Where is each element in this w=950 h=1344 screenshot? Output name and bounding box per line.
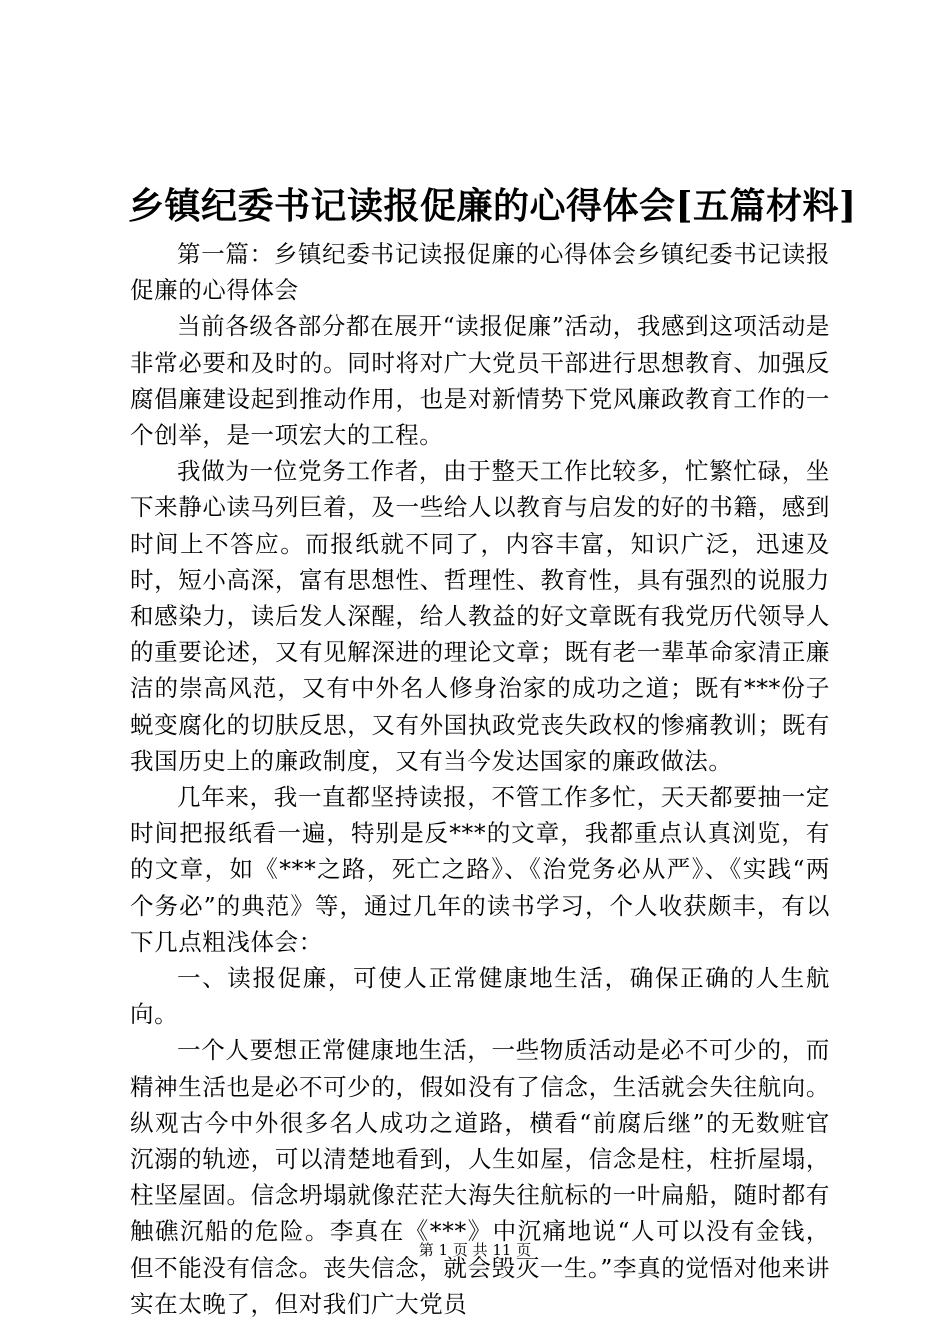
section-heading-paragraph: 一、读报促廉，可使人正常健康地生活，确保正确的人生航向。 <box>130 964 830 1029</box>
paragraph: 第一篇：乡镇纪委书记读报促廉的心得体会乡镇纪委书记读报促廉的心得体会 <box>130 240 830 305</box>
document-title: 乡镇纪委书记读报促廉的心得体会[五篇材料] <box>128 185 857 227</box>
paragraph: 几年来，我一直都坚持读报，不管工作多忙，天天都要抽一定时间把报纸看一遍，特别是反***的文章，我都重点认真浏览，有的文章，如《***之路，死亡之路》、《治党务必从严》、《实践“两个务必”的典范》等，通过几年的读书学习，个人收获颇丰，有以下几点粗浅体会： <box>130 783 830 956</box>
paragraph: 当前各级各部分都在展开“读报促廉”活动，我感到这项活动是非常必要和及时的。同时将对广大党员干部进行思想教育、加强反腐倡廉建设起到推动作用，也是对新情势下党风廉政教育工作的一个创举，是一项宏大的工程。 <box>130 312 830 450</box>
document-body <box>130 236 830 1322</box>
paragraph: 我做为一位党务工作者，由于整天工作比较多，忙繁忙碌，坐下来静心读马列巨着，及一些给人以教育与启发的好的书籍，感到时间上不答应。而报纸就不同了，内容丰富，知识广泛，迅速及时，短小高深，富有思想性、哲理性、教育性，具有强烈的说服力和感染力，读后发人深醒，给人教益的好文章既有我党历代领导人的重要论述，又有见解深进的理论文章；既有老一辈革命家清正廉洁的崇高风范，又有中外名人修身治家的成功之道；既有***份子蜕变腐化的切肤反思，又有外国执政党丧失政权的惨痛教训；既有我国历史上的廉政制度，又有当今发达国家的廉政做法。 <box>130 457 830 775</box>
paragraph: 一个人要想正常健康地生活，一些物质活动是必不可少的，而精神生活也是必不可少的，假如没有了信念，生活就会失往航向。纵观古今中外很多名人成功之道路，横看“前腐后继”的无数赃官沉溺的轨迹，可以清楚地看到，人生如屋，信念是柱，柱折屋塌，柱坚屋固。信念坍塌就像茫茫大海失往航标的一叶扁船，随时都有触礁沉船的危险。李真在《***》中沉痛地说“人可以没有金钱，但不能没有信念。丧失信念，就会毁灭一生。”李真的觉悟对他来讲实在太晚了，但对我们广大党员 <box>130 1036 830 1318</box>
page-footer: 第 1 页 共 11 页 <box>418 1241 532 1259</box>
